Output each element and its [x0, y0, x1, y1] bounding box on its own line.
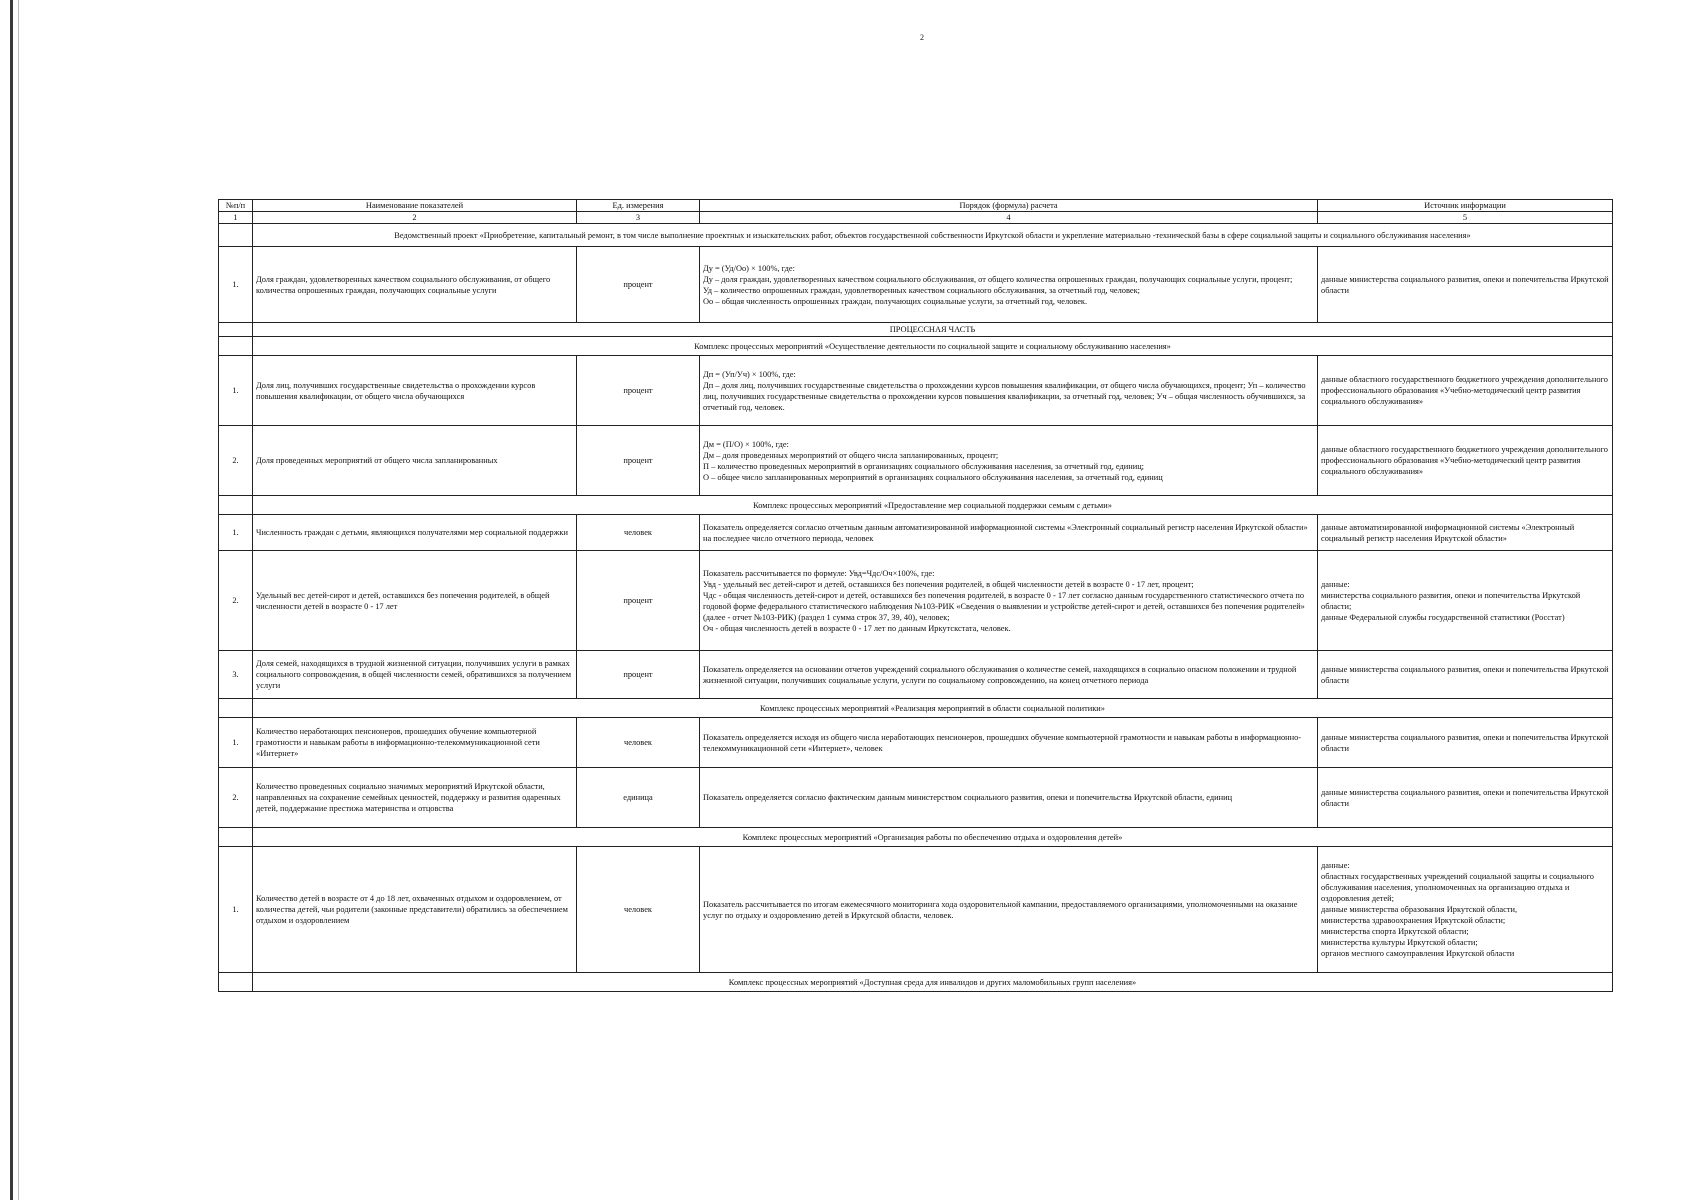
- header-cell-num: №п/п: [219, 200, 253, 212]
- indicator-source: данные: областных государственных учреждений социальной защиты и социального обслуживания населения, уполномоченных на организацию отдыха и оздоровления детей; данные министерства образования Иркутской области, министерства здравоохранения Иркутской области; министерства спорта Иркутской области; министерства культуры Иркутской области; органов местного самоуправления Иркутской области: [1318, 847, 1613, 973]
- indicator-formula: Дп = (Уп/Уч) × 100%, где: Дп – доля лиц, получивших государственные свидетельства о прохождении курсов повышения квалификации, от общего числа обучающихся, процент; Уп – количество лиц, получивших государственные свидетельства о прохождении курсов повышения квалификации, за отчетный год, человек; Уч – общая численность обучившихся, за отчетный год, человек.: [700, 356, 1318, 426]
- header-cell-unit: Ед. измерения: [577, 200, 700, 212]
- table-row: [219, 247, 1613, 323]
- indicator-name: Доля семей, находящихся в трудной жизненной ситуации, получивших услуги в рамках социального сопровождения, в общей численности семей, обратившихся за получением услуги: [253, 651, 577, 699]
- complex-section-title: Комплекс процессных мероприятий «Доступная среда для инвалидов и других маломобильных групп населения»: [253, 973, 1613, 992]
- indicator-formula: Показатель определяется согласно фактическим данным министерством социального развития, опеки и попечительства Иркутской области, единиц: [700, 768, 1318, 828]
- header-number-2: 2: [253, 212, 577, 224]
- complex-section-row: [219, 337, 1613, 356]
- complex-section-row: [219, 699, 1613, 718]
- indicator-name: Количество детей в возрасте от 4 до 18 лет, охваченных отдыхом и оздоровлением, от количества детей, чьи родители (законные представители) обратились за обеспечением отдыхом и оздоровлением: [253, 847, 577, 973]
- indicator-source: данные министерства социального развития, опеки и попечительства Иркутской области: [1318, 768, 1613, 828]
- indicator-unit: процент: [577, 551, 700, 651]
- process-part-row: [219, 323, 1613, 337]
- indicator-unit: человек: [577, 718, 700, 768]
- indicator-source: данные областного государственного бюджетного учреждения дополнительного профессионального образования «Учебно-методический центр развития социального обслуживания»: [1318, 426, 1613, 496]
- table-row: [219, 551, 1613, 651]
- scan-edge: [10, 0, 13, 1200]
- row-number: 1.: [219, 356, 253, 426]
- row-number: 1.: [219, 718, 253, 768]
- indicator-unit: процент: [577, 651, 700, 699]
- indicator-formula: Ду = (Уд/Оо) × 100%, где: Ду – доля граждан, удовлетворенных качеством социального обслуживания, от общего количества опрошенных граждан, получающих социальные услуги, процент; Уд – количество опрошенных граждан, удовлетворенных качеством социального обслуживания, за отчетный год, человек; Оо – общая численность опрошенных граждан, получающих социальные услуги, за отчетный год, человек.: [700, 247, 1318, 323]
- indicator-source: данные областного государственного бюджетного учреждения дополнительного профессионального образования «Учебно-методический центр развития социального обслуживания»: [1318, 356, 1613, 426]
- indicators-table: [218, 199, 1613, 992]
- row-number: 2.: [219, 426, 253, 496]
- complex-section-title: Комплекс процессных мероприятий «Осуществление деятельности по социальной защите и социальному обслуживанию населения»: [253, 337, 1613, 356]
- complex-section-row: [219, 496, 1613, 515]
- indicator-name: Численность граждан с детьми, являющихся получателями мер социальной поддержки: [253, 515, 577, 551]
- header-cell-name: Наименование показателей: [253, 200, 577, 212]
- header-number-row: [219, 212, 1613, 224]
- indicator-unit: процент: [577, 426, 700, 496]
- process-part-title: ПРОЦЕССНАЯ ЧАСТЬ: [253, 323, 1613, 337]
- project-section-title: Ведомственный проект «Приобретение, капитальный ремонт, в том числе выполнение проектных и изыскательских работ, объектов государственной собственности Иркутской области и укрепление материально -технической базы в сфере социальной защиты и социального обслуживания населения»: [253, 224, 1613, 247]
- header-number-5: 5: [1318, 212, 1613, 224]
- complex-section-title: Комплекс процессных мероприятий «Реализация мероприятий в области социальной политики»: [253, 699, 1613, 718]
- indicator-name: Количество неработающих пенсионеров, прошедших обучение компьютерной грамотности и навыкам работы в информационно-телекоммуникационной сети «Интернет»: [253, 718, 577, 768]
- table-row: [219, 847, 1613, 973]
- row-number: 1.: [219, 515, 253, 551]
- table-row: [219, 515, 1613, 551]
- complex-section-title: Комплекс процессных мероприятий «Предоставление мер социальной поддержки семьям с детьми»: [253, 496, 1613, 515]
- row-number: 1.: [219, 247, 253, 323]
- indicator-unit: человек: [577, 847, 700, 973]
- complex-section-row: [219, 828, 1613, 847]
- indicator-formula: Дм = (П/О) × 100%, где: Дм – доля проведенных мероприятий от общего числа запланированных, процент; П – количество проведенных мероприятий в организациях социального обслуживания населения, за отчетный год, единиц; О – общее число запланированных мероприятий в организациях социального обслуживания населения, за отчетный год, единиц: [700, 426, 1318, 496]
- row-number: 3.: [219, 651, 253, 699]
- table-row: [219, 356, 1613, 426]
- complex-section-row: [219, 973, 1613, 992]
- indicator-unit: единица: [577, 768, 700, 828]
- scan-edge-shadow: [18, 0, 19, 1200]
- project-section-row: [219, 224, 1613, 247]
- indicator-formula: Показатель рассчитывается по формуле: Увд=Чдс/Оч×100%, где: Увд - удельный вес детей-сирот и детей, оставшихся без попечения родителей, в общей численности детей в возрасте 0 - 17 лет, процент; Чдс - общая численность детей-сирот и детей, оставшихся без попечения родителей, в возрасте 0 - 17 лет согласно данным государственного статистического отчета по годовой форме федерального статистического наблюдения №103-РИК «Сведения о выявлении и устройстве детей-сирот и детей, оставшихся без попечения родителей» (далее - отчет №103-РИК) (раздел 1 сумма строк 37, 39, 40), человек; Оч - общая численность детей в возрасте 0 - 17 лет по данным Иркутскстата, человек.: [700, 551, 1318, 651]
- indicator-unit: человек: [577, 515, 700, 551]
- table-row: [219, 426, 1613, 496]
- indicator-name: Количество проведенных социально значимых мероприятий Иркутской области, направленных на сохранение семейных ценностей, поддержку и развития одаренных детей, поддержание престижа материнства и отцовства: [253, 768, 577, 828]
- indicators-table-container: [218, 199, 1612, 992]
- table-row: [219, 651, 1613, 699]
- row-number: 1.: [219, 847, 253, 973]
- indicator-formula: Показатель определяется согласно отчетным данным автоматизированной информационной системы «Электронный социальный регистр населения Иркутской области» на последнее число отчетного периода, человек: [700, 515, 1318, 551]
- header-number-4: 4: [700, 212, 1318, 224]
- indicator-unit: процент: [577, 356, 700, 426]
- indicator-name: Доля граждан, удовлетворенных качеством социального обслуживания, от общего количества опрошенных граждан, получающих социальные услуги: [253, 247, 577, 323]
- header-number-1: 1: [219, 212, 253, 224]
- indicator-source: данные: министерства социального развития, опеки и попечительства Иркутской области; данные Федеральной службы государственной статистики (Росстат): [1318, 551, 1613, 651]
- table-row: [219, 718, 1613, 768]
- complex-section-title: Комплекс процессных мероприятий «Организация работы по обеспечению отдыха и оздоровления детей»: [253, 828, 1613, 847]
- indicator-formula: Показатель определяется на основании отчетов учреждений социального обслуживания о количестве семей, находящихся в социально опасном положении и трудной жизненной ситуации, получивших социальные услуги, услуги по социальному сопровождению, на конец отчетного периода: [700, 651, 1318, 699]
- header-cell-source: Источник информации: [1318, 200, 1613, 212]
- indicator-formula: Показатель рассчитывается по итогам ежемесячного мониторинга хода оздоровительной кампании, предоставляемого организациями, уполномоченными на оказание услуг по отдыху и оздоровлению детей в Иркутской области, человек.: [700, 847, 1318, 973]
- page-number: 2: [920, 33, 924, 42]
- indicator-formula: Показатель определяется исходя из общего числа неработающих пенсионеров, прошедших обучение компьютерной грамотности и навыкам работы в информационно-телекоммуникационной сети «Интернет», человек: [700, 718, 1318, 768]
- indicator-source: данные министерства социального развития, опеки и попечительства Иркутской области: [1318, 651, 1613, 699]
- indicator-source: данные министерства социального развития, опеки и попечительства Иркутской области: [1318, 718, 1613, 768]
- indicator-source: данные автоматизированной информационной системы «Электронный социальный регистр населения Иркутской области»: [1318, 515, 1613, 551]
- header-number-3: 3: [577, 212, 700, 224]
- indicator-name: Удельный вес детей-сирот и детей, оставшихся без попечения родителей, в общей численности детей в возрасте 0 - 17 лет: [253, 551, 577, 651]
- indicator-name: Доля лиц, получивших государственные свидетельства о прохождении курсов повышения квалификации, от общего числа обучающихся: [253, 356, 577, 426]
- indicator-source: данные министерства социального развития, опеки и попечительства Иркутской области: [1318, 247, 1613, 323]
- row-number: 2.: [219, 551, 253, 651]
- indicator-unit: процент: [577, 247, 700, 323]
- row-number: 2.: [219, 768, 253, 828]
- header-cell-formula: Порядок (формула) расчета: [700, 200, 1318, 212]
- indicator-name: Доля проведенных мероприятий от общего числа запланированных: [253, 426, 577, 496]
- header-row: [219, 200, 1613, 212]
- table-row: [219, 768, 1613, 828]
